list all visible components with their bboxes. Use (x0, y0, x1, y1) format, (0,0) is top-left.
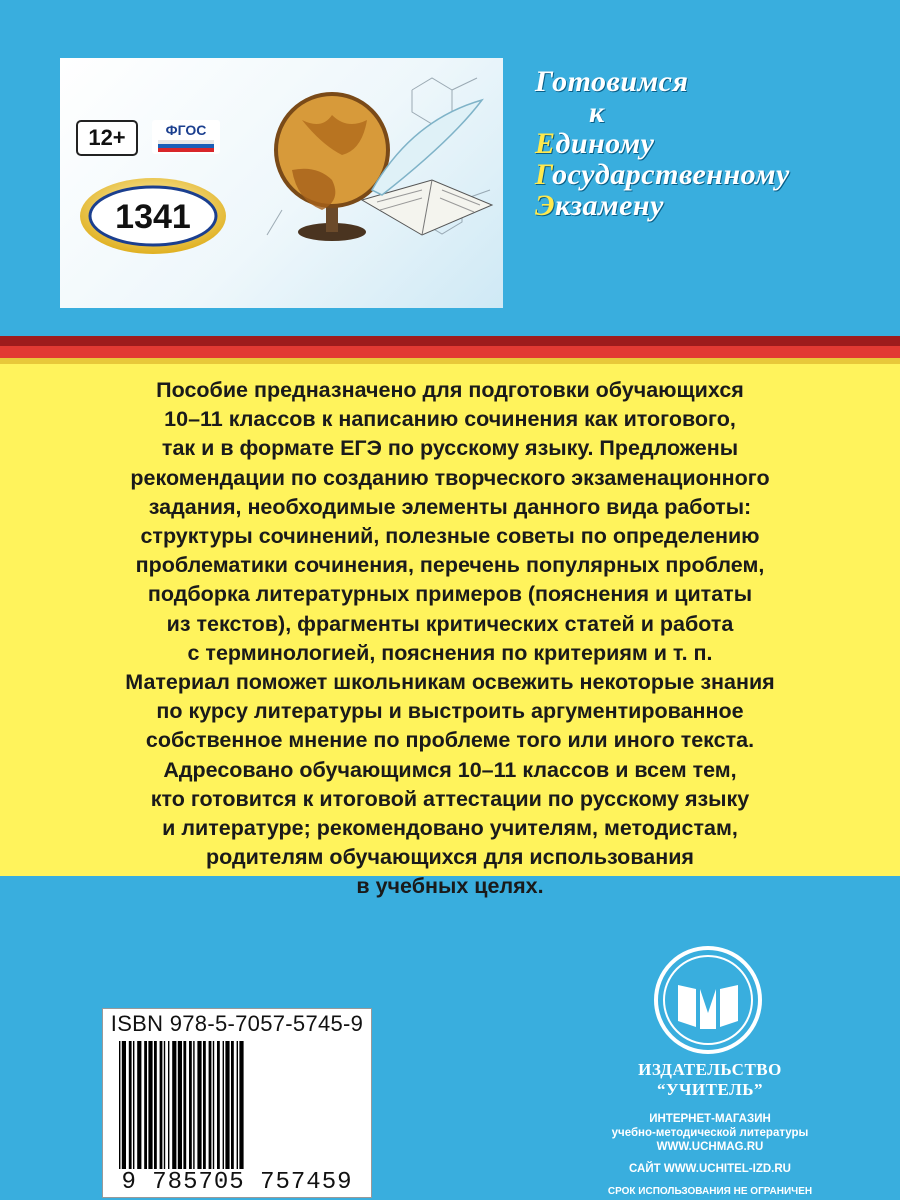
barcode-bar (197, 1041, 201, 1169)
barcode-bar (231, 1041, 234, 1169)
barcode-bar (217, 1041, 220, 1169)
shelf-life-note: СРОК ИСПОЛЬЗОВАНИЯ НЕ ОГРАНИЧЕН (607, 1186, 813, 1197)
publisher-site[interactable]: САЙТ WWW.UCHITEL-IZD.RU (629, 1163, 791, 1175)
series-title-line (535, 190, 865, 221)
annotation-line: проблематики сочинения, перечень популярных проблем, (135, 553, 765, 578)
shop-label: ИНТЕРНЕТ-МАГАЗИН (649, 1113, 771, 1125)
isbn-label: ISBN 978-5-7057-5745-9 (110, 1011, 364, 1036)
svg-text:1341: 1341 (115, 198, 191, 236)
annotation-line: родителям обучающихся для использования (206, 845, 694, 870)
annotation-line: из текстов), фрагменты критических статей и работа (166, 611, 734, 636)
series-initial-letter: Г (535, 158, 553, 191)
series-initial-letter: Е (535, 127, 556, 160)
barcode-bar (209, 1041, 212, 1169)
series-initial-letter: Э (535, 189, 556, 222)
annotation-line: 10–11 классов к написанию сочинения как итогового, (164, 407, 736, 432)
annotation-line: рекомендации по созданию творческого экзаменационного (130, 465, 770, 490)
barcode-bar (225, 1041, 229, 1169)
series-word: диному (555, 127, 655, 160)
barcode-bar (239, 1041, 243, 1169)
series-word: к (589, 96, 605, 129)
series-word: осударственному (552, 158, 790, 191)
barcode-bar (203, 1041, 206, 1169)
barcode-bar (129, 1041, 132, 1169)
annotation-line: с терминологией, пояснения по критериям и т. п. (187, 640, 713, 665)
series-title-line (535, 97, 865, 128)
annotation-line: и литературе; рекомендовано учителям, методистам, (162, 816, 738, 841)
fgos-logo (150, 118, 222, 156)
barcode-bar (144, 1041, 147, 1169)
barcode-bar (137, 1041, 141, 1169)
shop-description: учебно-методической литературы (611, 1127, 809, 1139)
barcode-bar (193, 1041, 194, 1169)
annotation-line: в учебных целях. (356, 874, 544, 899)
barcode-bar (223, 1041, 224, 1169)
barcode-bar (237, 1041, 238, 1169)
svg-text:ФГОС: ФГОС (165, 122, 207, 138)
barcode-bar (183, 1041, 186, 1169)
barcode-bar (148, 1041, 152, 1169)
series-word: Готовимся (535, 65, 689, 98)
series-title (535, 66, 865, 221)
series-title-line (535, 159, 865, 190)
series-title-line (535, 66, 865, 97)
annotation-line: структуры сочинений, полезные советы по определению (140, 524, 760, 549)
barcode-bar (133, 1041, 134, 1169)
annotation-panel (0, 358, 900, 899)
isbn-barcode (102, 1008, 372, 1198)
barcode-bar (189, 1041, 192, 1169)
annotation-line: Пособие предназначено для подготовки обучающихся (156, 378, 744, 402)
barcode-bars (115, 1041, 359, 1169)
series-word: кзамену (555, 189, 664, 222)
barcode-bar (154, 1041, 157, 1169)
annotation-line: Материал поможет школьникам освежить некоторые знания (125, 670, 775, 695)
barcode-bar (164, 1041, 165, 1169)
globe-and-book-illustration (262, 60, 502, 260)
barcode-bar (160, 1041, 163, 1169)
divider-band (0, 346, 900, 358)
annotation-text (60, 376, 840, 902)
annotation-line: собственное мнение по проблеме того или иного текста. (145, 728, 755, 753)
annotation-line: подборка литературных примеров (пояснения и цитаты (147, 582, 753, 607)
annotation-line: так и в формате ЕГЭ по русскому языку. Предложены (161, 436, 739, 461)
age-rating-badge: 12+ (76, 120, 138, 156)
barcode-bar (168, 1041, 169, 1169)
series-title-line (535, 128, 865, 159)
isbn-digits: 9 785705 757459 (121, 1169, 353, 1196)
publisher-logo (648, 945, 768, 1055)
barcode-bar (178, 1041, 182, 1169)
barcode-bar (213, 1041, 214, 1169)
publisher-name-quoted: “УЧИТЕЛЬ” (656, 1080, 764, 1099)
shop-url[interactable]: WWW.UCHMAG.RU (656, 1141, 764, 1153)
barcode-bar (119, 1041, 120, 1169)
barcode-bar (122, 1041, 126, 1169)
publisher-name: ИЗДАТЕЛЬСТВО (638, 1060, 782, 1079)
annotation-line: задания, необходимые элементы данного вида работы: (148, 494, 752, 519)
annotation-line: кто готовится к итоговой аттестации по русскому языку (150, 786, 750, 811)
barcode-bar (172, 1041, 176, 1169)
divider-band-dark (0, 336, 900, 346)
catalog-number-badge (78, 176, 228, 256)
annotation-line: по курсу литературы и выстроить аргументированное (156, 699, 744, 724)
annotation-line: Адресовано обучающимся 10–11 классов и всем тем, (163, 757, 737, 782)
